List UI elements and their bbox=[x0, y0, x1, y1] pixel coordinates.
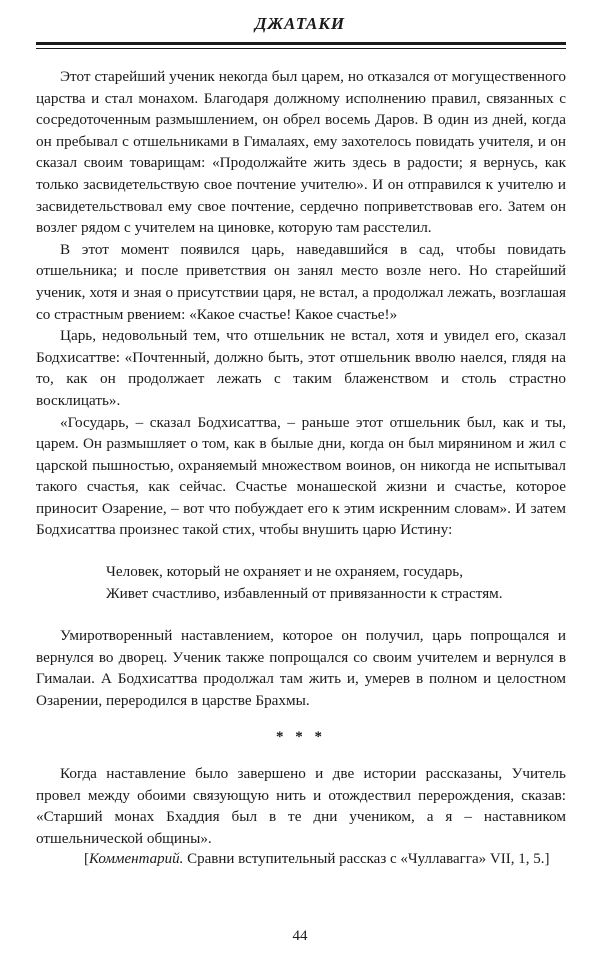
page-number: 44 bbox=[292, 928, 308, 944]
header-rule-thick bbox=[36, 42, 566, 45]
running-header: ДЖАТАКИ bbox=[254, 14, 346, 33]
commentary-note bbox=[36, 849, 566, 870]
paragraph: Умиротворенный наставлением, которое он получил, царь попрощался и вернулся во дворец. Ученик также попрощался со своим учителем и вернулся в Гималаи. А Бодхисаттва продолжал там жить и, умерев в полном и целостном Озарении, переродился в царстве Брахмы. bbox=[36, 627, 566, 709]
comment-open-bracket: [ bbox=[84, 851, 89, 868]
verse-line: Живет счастливо, избавленный от привязанности к страстям. bbox=[106, 585, 503, 603]
paragraph: Этот старейший ученик некогда был царем, но отказался от могущественного царства и стал монахом. Благодаря должному исполнению правил, связанных с сосредоточенным размышлением, он обрел восемь Даров. В один из дней, когда он пребывал с отшельниками в Гималаях, ему захотелось повидать учителя, и он сказал своим товарищам: «Продолжайте жить здесь в радости; я вернусь, как только засвидетельствую свое почтение учителю». И он отправился к учителю и засвидетельствовал ему свое почтение, сердечно поприветствовав его. Затем он возлег рядом с учителем на циновке, которую там расстелил. bbox=[36, 68, 566, 237]
comment-label: Комментарий. bbox=[89, 851, 184, 868]
paragraph: «Государь, – сказал Бодхисаттва, – раньше этот отшельник был, как и ты, царем. Он размышляет о том, как в былые дни, когда он был мирянином и жил с царской пышностью, охраняемый множеством воинов, он никогда не испытывал такого счастья, как сейчас. Счастье монашеской жизни и счастье, которое приносит Озарение, – вот что побуждает его к этим искренним словам». И затем Бодхисаттва произнес такой стих, чтобы внушить царю Истину: bbox=[36, 413, 566, 539]
verse-block bbox=[106, 561, 566, 605]
page-body bbox=[36, 66, 566, 870]
paragraph: В этот момент появился царь, наведавшийся в сад, чтобы повидать отшельника; и после приветствия он занял место возле него. Но старейший ученик, хотя и зная о присутствии царя, не встал, а продолжал лежать, возглашая со страстным рвением: «Какое счастье! Какое счастье!» bbox=[36, 240, 566, 323]
header-rule-thin bbox=[36, 48, 566, 49]
closing-paragraph: Когда наставление было завершено и две истории рассказаны, Учитель провел между обоими связующую нить и отождествил перерождения, сказав: «Старший монах Бхаддия был в те дни учеником, а я – наставником отшельнической общины». bbox=[36, 765, 566, 847]
verse-line: Человек, который не охраняет и не охраняем, государь, bbox=[106, 563, 464, 581]
section-separator: * * * bbox=[276, 729, 326, 746]
paragraph: Царь, недовольный тем, что отшельник не встал, хотя и увидел его, сказал Бодхисаттве: «Почтенный, должно быть, этот отшельник вволю наелся, глядя на то, как он продолжает лежать с таким блаженством и столь страстно восклицать». bbox=[36, 327, 566, 409]
comment-text: Сравни вступительный рассказ с «Чуллавагга» VII, 1, 5.] bbox=[183, 851, 550, 868]
